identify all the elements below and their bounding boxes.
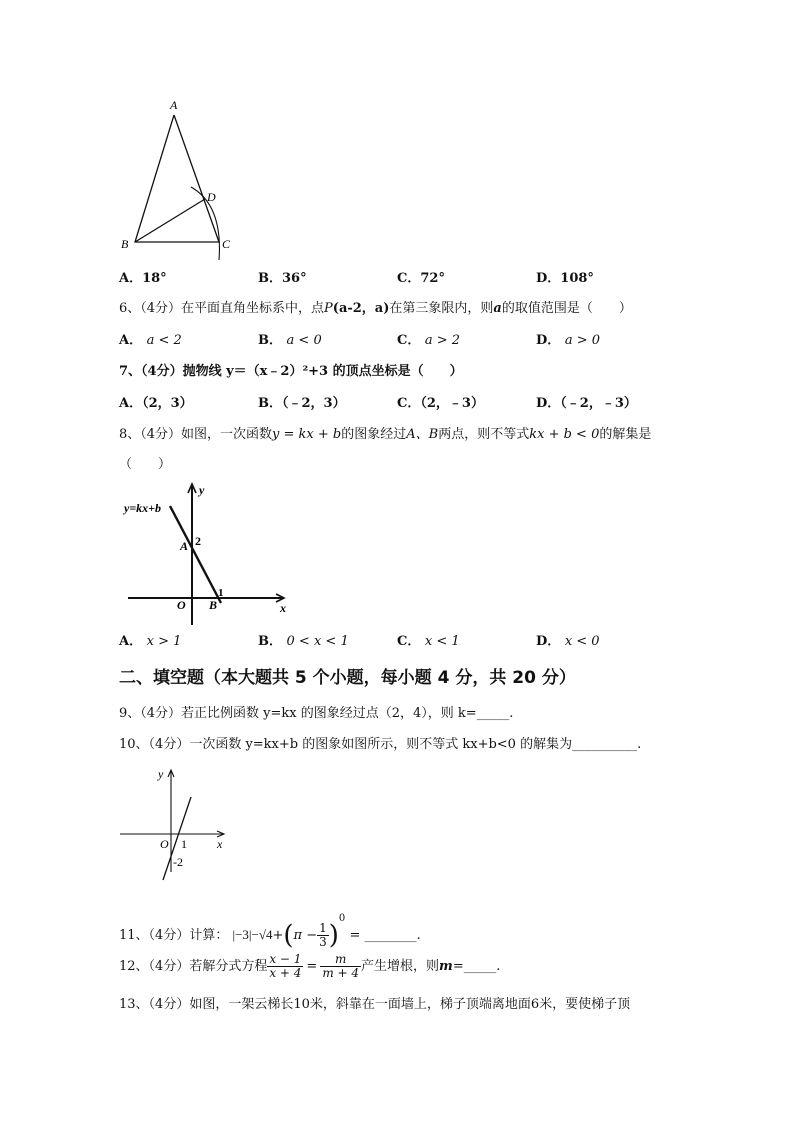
triangle-outline	[135, 115, 219, 242]
q7-option-d: D．（﹣2，﹣3）	[536, 396, 637, 411]
q8-option-b: B． 0 < x < 1	[258, 634, 349, 649]
q5-option-d: D．108°	[536, 271, 594, 286]
q10-question: 10、（4分）一次函数 y=kx+b 的图象如图所示，则不等式 kx+b<0 的解集为__________.	[119, 737, 642, 752]
q5-option-a: A．18°	[119, 271, 167, 286]
q6-option-d: D． a > 0	[536, 333, 600, 348]
q6-var: a	[493, 301, 502, 316]
y-intercept-label: -2	[173, 855, 183, 869]
q6-option-b: B． a < 0	[258, 333, 322, 348]
origin-label: O	[177, 598, 186, 612]
q6-option-a: A． a < 2	[119, 333, 182, 348]
segment-bd	[135, 199, 205, 242]
x-intercept-label: 1	[181, 837, 187, 851]
y-label: y	[199, 483, 205, 497]
x-label: x	[217, 837, 223, 851]
label-a: A	[170, 98, 178, 112]
q12-rhs-fraction: $\frac{m}{m + 4}$	[322, 952, 360, 980]
origin-label: O	[160, 837, 169, 851]
q8-paren: （ ）	[119, 457, 172, 472]
x-label: x	[280, 601, 286, 615]
q8-inequality: kx + b < 0	[529, 427, 600, 442]
q6-prefix: 6、（4分）在平面直角坐标系中，点	[119, 301, 325, 316]
q7-option-c: C．（2，﹣3）	[397, 396, 484, 411]
point-b-label: B	[209, 598, 218, 612]
section-2-title: 二、填空题（本大题共 5 个小题，每小题 4 分，共 20 分）	[119, 668, 576, 688]
label-d: D	[207, 190, 216, 204]
y-label: y	[158, 767, 164, 781]
label-c: C	[222, 237, 231, 251]
q6-option-c: C． a > 2	[397, 333, 461, 348]
triangle-figure	[115, 95, 235, 265]
q6-end: 的取值范围是（ ）	[501, 301, 632, 316]
q11-fraction: $\frac{1}{3}$	[319, 921, 327, 949]
function-line	[170, 506, 221, 603]
q11-abs: |−3|	[232, 927, 252, 942]
q8-func: y = kx + b	[272, 427, 342, 442]
q8-option-c: C． x < 1	[397, 634, 460, 649]
q9-question: 9、（4分）若正比例函数 y=kx 的图象经过点（2，4），则 k=_____.	[119, 706, 514, 721]
q7-question: 7、（4分）抛物线 y＝（x﹣2）²+3 的顶点坐标是（ ）	[119, 364, 463, 379]
q7-option-b: B．（﹣2，3）	[258, 396, 346, 411]
y-intercept-label: 2	[195, 534, 201, 548]
q10-graph	[115, 762, 240, 882]
q8-option-a: A． x > 1	[119, 634, 182, 649]
q11-sqrt: −√4	[251, 927, 273, 942]
q5-option-b: B．36°	[258, 271, 307, 286]
q6-point: P	[324, 301, 333, 316]
q6-question	[119, 300, 632, 318]
q6-coords: (a-2，a)	[332, 301, 390, 316]
q8-question: 8、（4分）如图，一次函数y = kx + b的图象经过A、B两点，则不等式kx + b < 0的解集是	[119, 427, 652, 442]
q12-lhs-fraction: $\frac{x - 1}{x + 4}$	[269, 952, 302, 980]
label-b: B	[121, 237, 129, 251]
q11-exponent: 0	[338, 913, 346, 924]
point-a-label: A	[180, 539, 189, 553]
q7-option-a: A．（2，3）	[119, 396, 193, 411]
q11-question: 11、（4分）计算： |−3|−√4+(π − $\frac{1}{3}$ )$^0$ = ________.	[119, 913, 421, 951]
q11-pi: π −	[293, 928, 318, 943]
func-label: y=kx+b	[124, 501, 162, 515]
q8-points: A、B	[406, 427, 439, 442]
q8-option-d: D． x < 0	[536, 634, 600, 649]
q8-graph	[118, 478, 318, 628]
q5-option-c: C．72°	[397, 271, 445, 286]
x-intercept-label: 1	[218, 587, 224, 599]
q6-suffix: 在第三象限内，则	[389, 301, 494, 316]
q13-question: 13、（4分）如图，一架云梯长10米，斜靠在一面墙上，梯子顶端离地面6米，要使梯子顶	[119, 997, 631, 1012]
q12-question: 12、（4分）若解分式方程 $\frac{x - 1}{x + 4}$ = $\frac{m}{m + 4}$ 产生增根，则m=_____.	[119, 952, 501, 980]
